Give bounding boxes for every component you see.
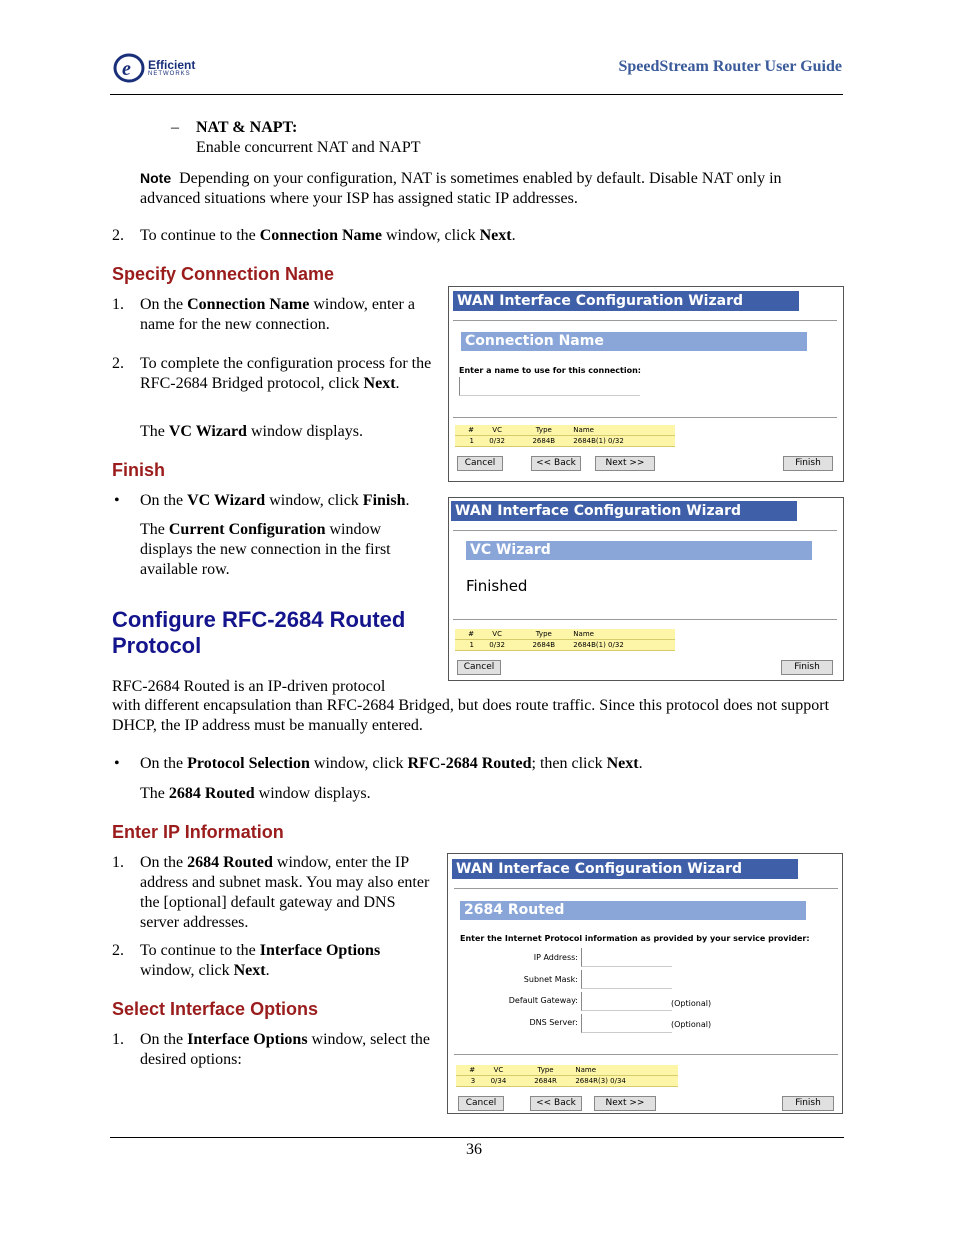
wizard-subtitle: VC Wizard (466, 541, 812, 560)
vc-table (456, 1065, 678, 1087)
enterip-s1-num: 1. (112, 854, 124, 871)
subnet-mask-input[interactable] (581, 970, 672, 989)
routed-intro-rest: with different encapsulation than RFC-2684 Bridged, but does route traffic. Since this protocol does not support DHCP, the IP address must be manually entered. (112, 697, 830, 734)
note-paragraph (140, 168, 840, 209)
finish-bullet-text: On the VC Wizard window, click Finish. (140, 492, 410, 509)
routed-displays: The 2684 Routed window displays. (140, 785, 371, 802)
specify-displays: The VC Wizard window displays. (140, 423, 363, 440)
specify-heading: Specify Connection Name (112, 264, 335, 284)
vc-table (455, 425, 675, 447)
note-label: Note (140, 170, 172, 186)
rule (454, 1054, 838, 1055)
finish-bullet: • (114, 492, 120, 509)
nat-desc: Enable concurrent NAT and NAPT (196, 139, 421, 156)
connection-name-prompt: Enter a name to use for this connection: (459, 366, 642, 375)
dns-optional-label: (Optional) (671, 1020, 712, 1029)
logo-top-text: Efficient (148, 58, 196, 72)
enterip-heading: Enter IP Information (112, 822, 284, 842)
connection-name-input[interactable] (459, 377, 640, 396)
cancel-button[interactable]: Cancel (457, 456, 503, 471)
cancel-button[interactable]: Cancel (458, 1096, 504, 1111)
enterip-s2-num: 2. (112, 942, 124, 959)
wizard-title-bar: WAN Interface Configuration Wizard (453, 291, 799, 311)
table-header-row: # VC Type Name (455, 425, 675, 436)
back-button[interactable]: << Back (531, 456, 581, 471)
guide-title: SpeedStream Router User Guide (618, 58, 842, 75)
next-button[interactable]: Next >> (595, 456, 655, 471)
wizard-connection-name (448, 286, 844, 482)
nat-dash: – (171, 119, 179, 136)
specify-s2-text: To complete the configuration process for the RFC-2684 Bridged protocol, click Next. (140, 355, 432, 392)
back-button[interactable]: << Back (530, 1096, 582, 1111)
vc-table (455, 629, 675, 651)
rule (453, 320, 837, 321)
selectif-s1-text: On the Interface Options window, select the desired options: (140, 1031, 431, 1068)
routed-heading: Configure RFC-2684 Routed Protocol (112, 607, 406, 658)
next-button[interactable]: Next >> (594, 1096, 656, 1111)
nat-label: NAT & NAPT: (196, 119, 298, 136)
wizard-subtitle: Connection Name (461, 332, 807, 351)
default-gateway-input[interactable] (581, 992, 672, 1011)
wizard-subtitle: 2684 Routed (460, 901, 806, 920)
rule (453, 530, 837, 531)
finish-paragraph: The Current Configuration window displays the new connection in the first available row. (140, 521, 391, 578)
specify-s1-num: 1. (112, 296, 124, 313)
rule (453, 619, 837, 620)
header-rule (110, 94, 843, 95)
dns-server-input[interactable] (581, 1014, 672, 1033)
finish-heading: Finish (112, 460, 165, 480)
wizard-title-bar: WAN Interface Configuration Wizard (451, 501, 797, 521)
ip-address-label: IP Address: (533, 953, 578, 962)
logo (113, 52, 213, 84)
enterip-s1-text: On the 2684 Routed window, enter the IP address and subnet mask. You may also enter the [optional] default gateway and DNS server addresses. (140, 854, 430, 931)
subnet-mask-label: Subnet Mask: (523, 975, 578, 984)
efficient-logo-icon (113, 52, 147, 84)
table-header-row: # VC Type Name (455, 629, 675, 640)
ip-address-input[interactable] (581, 948, 672, 967)
gateway-optional-label: (Optional) (671, 999, 712, 1008)
finish-button[interactable]: Finish (782, 1096, 834, 1111)
selectif-heading: Select Interface Options (112, 999, 319, 1019)
logo-bottom-text: NETWORKS (148, 71, 191, 77)
rule (453, 417, 837, 418)
svg-text:e: e (122, 58, 131, 80)
table-row: 1 0/32 2684B 2684B(1) 0/32 (455, 436, 675, 447)
specify-s2-num: 2. (112, 355, 124, 372)
wizard-title-bar: WAN Interface Configuration Wizard (452, 859, 798, 879)
table-row: 1 0/32 2684B 2684B(1) 0/32 (455, 640, 675, 651)
table-row: 3 0/34 2684R 2684R(3) 0/34 (456, 1076, 678, 1087)
routed-bullet: • (114, 755, 120, 772)
wizard-vc-finished (448, 497, 844, 681)
step2-text: To continue to the Connection Name window, click Next. (140, 227, 516, 244)
step2-num: 2. (112, 227, 124, 244)
note-text: Depending on your configuration, NAT is sometimes enabled by default. Disable NAT only in advanced situations where your ISP has assigned static IP addresses. (140, 170, 782, 207)
specify-s1-text: On the Connection Name window, enter a name for the new connection. (140, 296, 415, 333)
finish-button[interactable]: Finish (781, 660, 833, 675)
page-number: 36 (466, 1141, 482, 1158)
finished-message: Finished (466, 577, 528, 595)
cancel-button[interactable]: Cancel (457, 660, 501, 675)
table-header-row: # VC Type Name (456, 1065, 678, 1076)
ip-info-prompt: Enter the Internet Protocol information as provided by your service provider: (460, 934, 810, 943)
routed-bullet-text: On the Protocol Selection window, click RFC-2684 Routed; then click Next. (140, 755, 643, 772)
default-gateway-label: Default Gateway: (508, 996, 578, 1005)
routed-intro-line1: RFC-2684 Routed is an IP-driven protocol (112, 678, 386, 695)
footer-rule (110, 1137, 844, 1138)
selectif-s1-num: 1. (112, 1031, 124, 1048)
rule (454, 888, 838, 889)
dns-server-label: DNS Server: (529, 1018, 578, 1027)
enterip-s2-text: To continue to the Interface Options window, click Next. (140, 942, 381, 979)
wizard-2684-routed (447, 853, 843, 1114)
finish-button[interactable]: Finish (783, 456, 833, 471)
